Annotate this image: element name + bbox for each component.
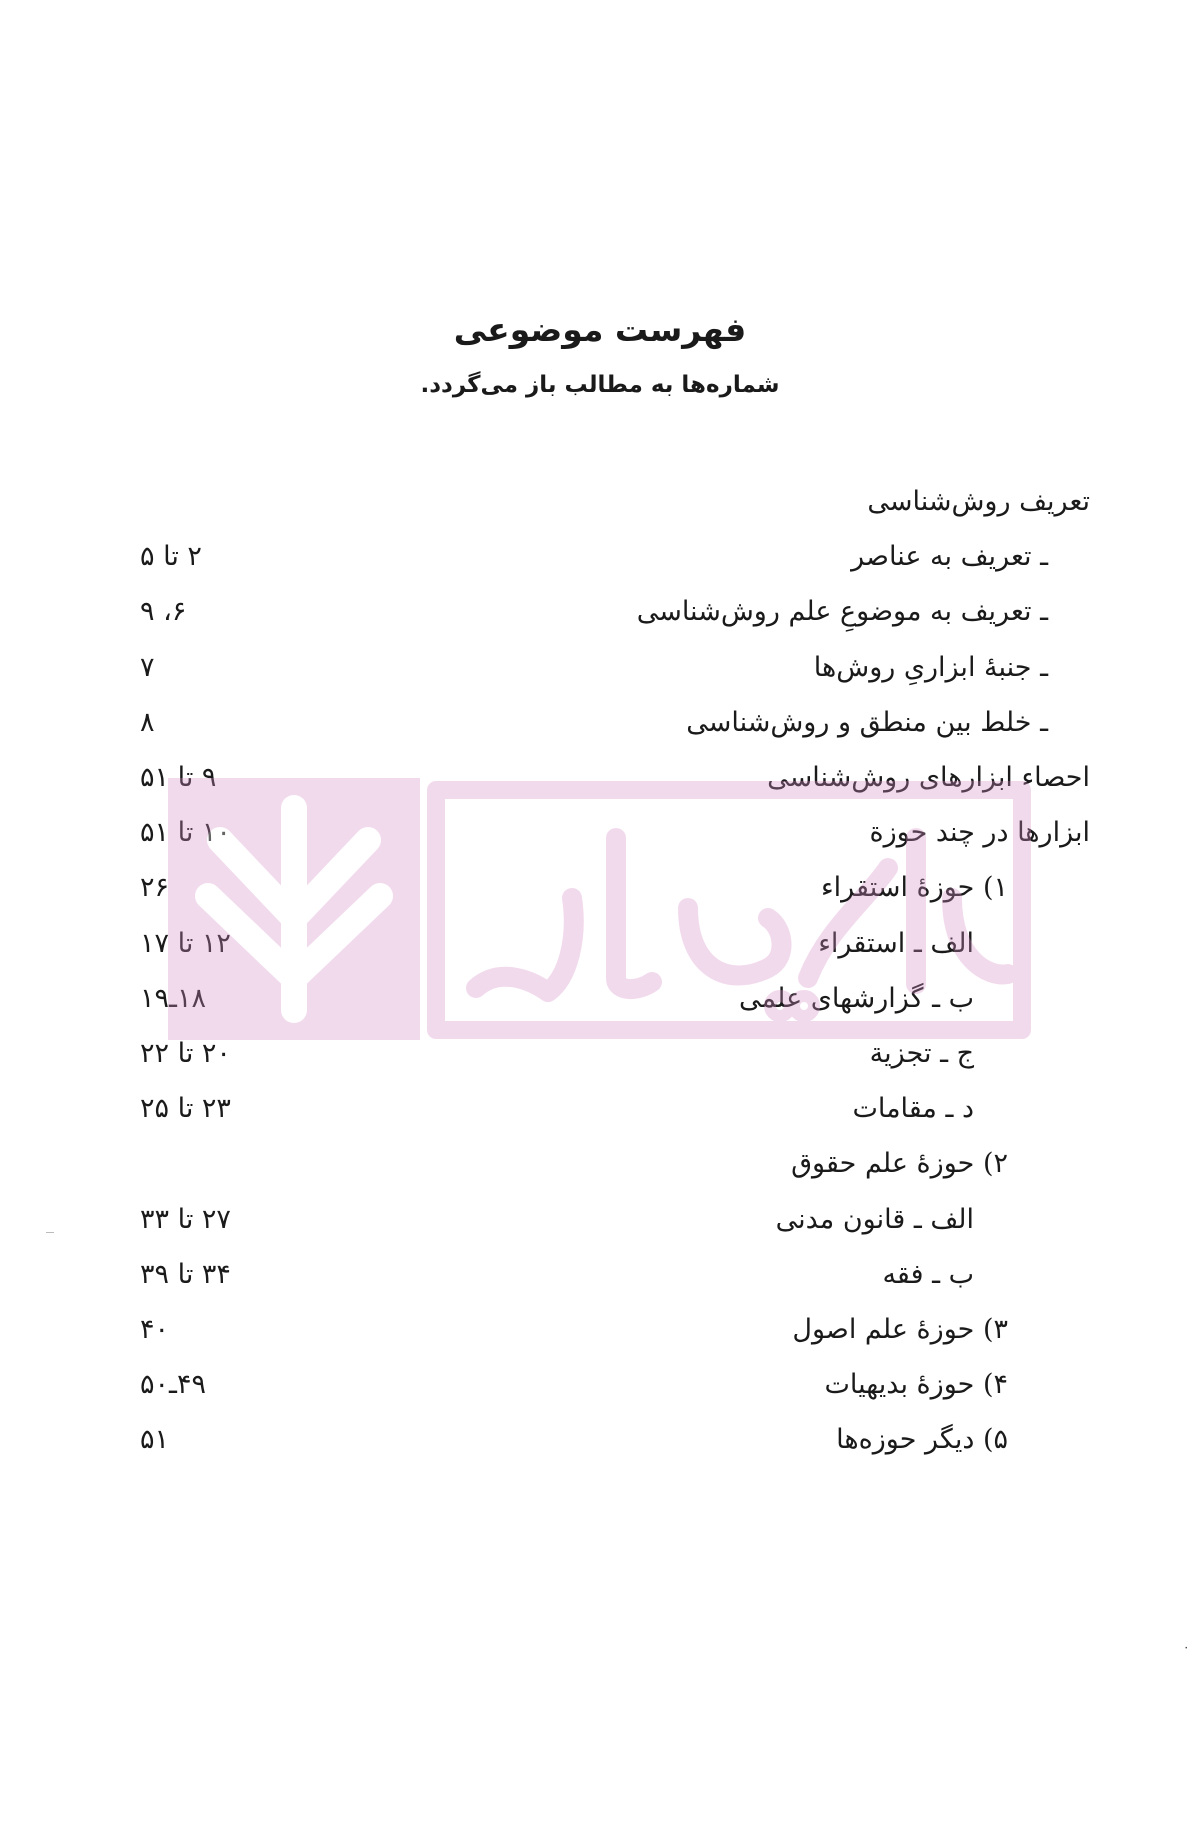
toc-entry-pages: ۲۳ تا ۲۵ — [140, 1093, 231, 1125]
page-title: فهرست موضوعی — [453, 310, 747, 349]
toc-entry-pages: ۳۴ تا ۳۹ — [140, 1258, 231, 1290]
toc-entry-label: ـ تعریف به موضوعِ علم روش‌شناسی — [636, 596, 1048, 628]
margin-tick — [46, 1232, 54, 1233]
toc-entry-label: ـ تعریف به عناصر — [851, 541, 1048, 573]
toc-entry-label: احصاء ابزارهای روش‌شناسی — [767, 762, 1090, 793]
toc-entry-label: ـ خلط بین منطق و روش‌شناسی — [686, 706, 1048, 738]
toc-row — [0, 1412, 1200, 1467]
toc-row — [0, 1247, 1200, 1302]
toc-row — [0, 1026, 1200, 1081]
toc-row — [0, 916, 1200, 971]
toc-entry-label: الف ـ قانون مدنی — [775, 1203, 974, 1235]
toc-row — [0, 1192, 1200, 1247]
toc-entry-pages: ۵۱ — [140, 1424, 170, 1456]
toc-entry-pages: ۲۰ تا ۲۲ — [140, 1038, 231, 1069]
toc-entry-label: ابزارها در چند حوزة — [869, 817, 1090, 849]
toc-entry-pages: ۱۸ـ۱۹ — [140, 982, 206, 1014]
toc-entry-label: د ـ مقامات — [852, 1093, 974, 1125]
toc-row — [0, 640, 1200, 695]
toc-entry-pages: ۲۶ — [140, 872, 170, 904]
toc-entry-label: ـ جنبهٔ ابزاریِ روش‌ها — [813, 651, 1048, 683]
toc-entry-pages: ۱۲ تا ۱۷ — [140, 927, 231, 959]
toc-row — [0, 805, 1200, 860]
toc-entry-label: ب ـ گزارشهای علمی — [739, 982, 974, 1014]
toc-entry-pages: ۴۹ـ۵۰ — [140, 1369, 206, 1401]
toc-row — [0, 1081, 1200, 1136]
toc-row — [0, 750, 1200, 805]
toc-row — [0, 1302, 1200, 1357]
toc-row — [0, 1357, 1200, 1412]
toc-entry-pages: ۲۷ تا ۳۳ — [140, 1203, 231, 1235]
toc-entry-label: تعریف روش‌شناسی — [867, 486, 1090, 517]
toc-entry-label: الف ـ استقراء — [818, 927, 974, 959]
toc-entry-pages: ۶، ۹ — [140, 596, 187, 628]
toc-row — [0, 474, 1200, 529]
toc-entry-pages: ۷ — [140, 651, 155, 683]
toc-row — [0, 860, 1200, 915]
toc-entry-label: ۴) حوزهٔ بدیهیات — [824, 1369, 1008, 1401]
toc-row — [0, 971, 1200, 1026]
toc-entry-pages: ۱۰ تا ۵۱ — [140, 817, 231, 849]
toc-entry-label: ب ـ فقه — [882, 1258, 974, 1290]
toc-entry-label: ۳) حوزهٔ علم اصول — [792, 1314, 1008, 1345]
toc-entry-label: ۱) حوزهٔ استقراء — [820, 872, 1008, 904]
toc-row — [0, 584, 1200, 639]
page-subtitle: شماره‌ها به مطالب باز می‌گردد. — [420, 372, 780, 398]
toc-row — [0, 529, 1200, 584]
toc-entry-label: ۲) حوزهٔ علم حقوق — [791, 1148, 1008, 1180]
toc-row — [0, 1136, 1200, 1191]
toc-entry-pages: ۴۰ — [140, 1314, 170, 1345]
toc-entry-label: ۵) دیگر حوزه‌ها — [836, 1424, 1008, 1456]
page-edge-mark: ٠ — [1183, 1640, 1190, 1654]
toc-entry-pages: ۸ — [140, 706, 155, 738]
toc-row — [0, 695, 1200, 750]
toc-entry-pages: ۹ تا ۵۱ — [140, 762, 217, 793]
toc-entry-label: ج ـ تجزیة — [869, 1038, 974, 1069]
toc-entry-pages: ۲ تا ۵ — [140, 541, 202, 573]
